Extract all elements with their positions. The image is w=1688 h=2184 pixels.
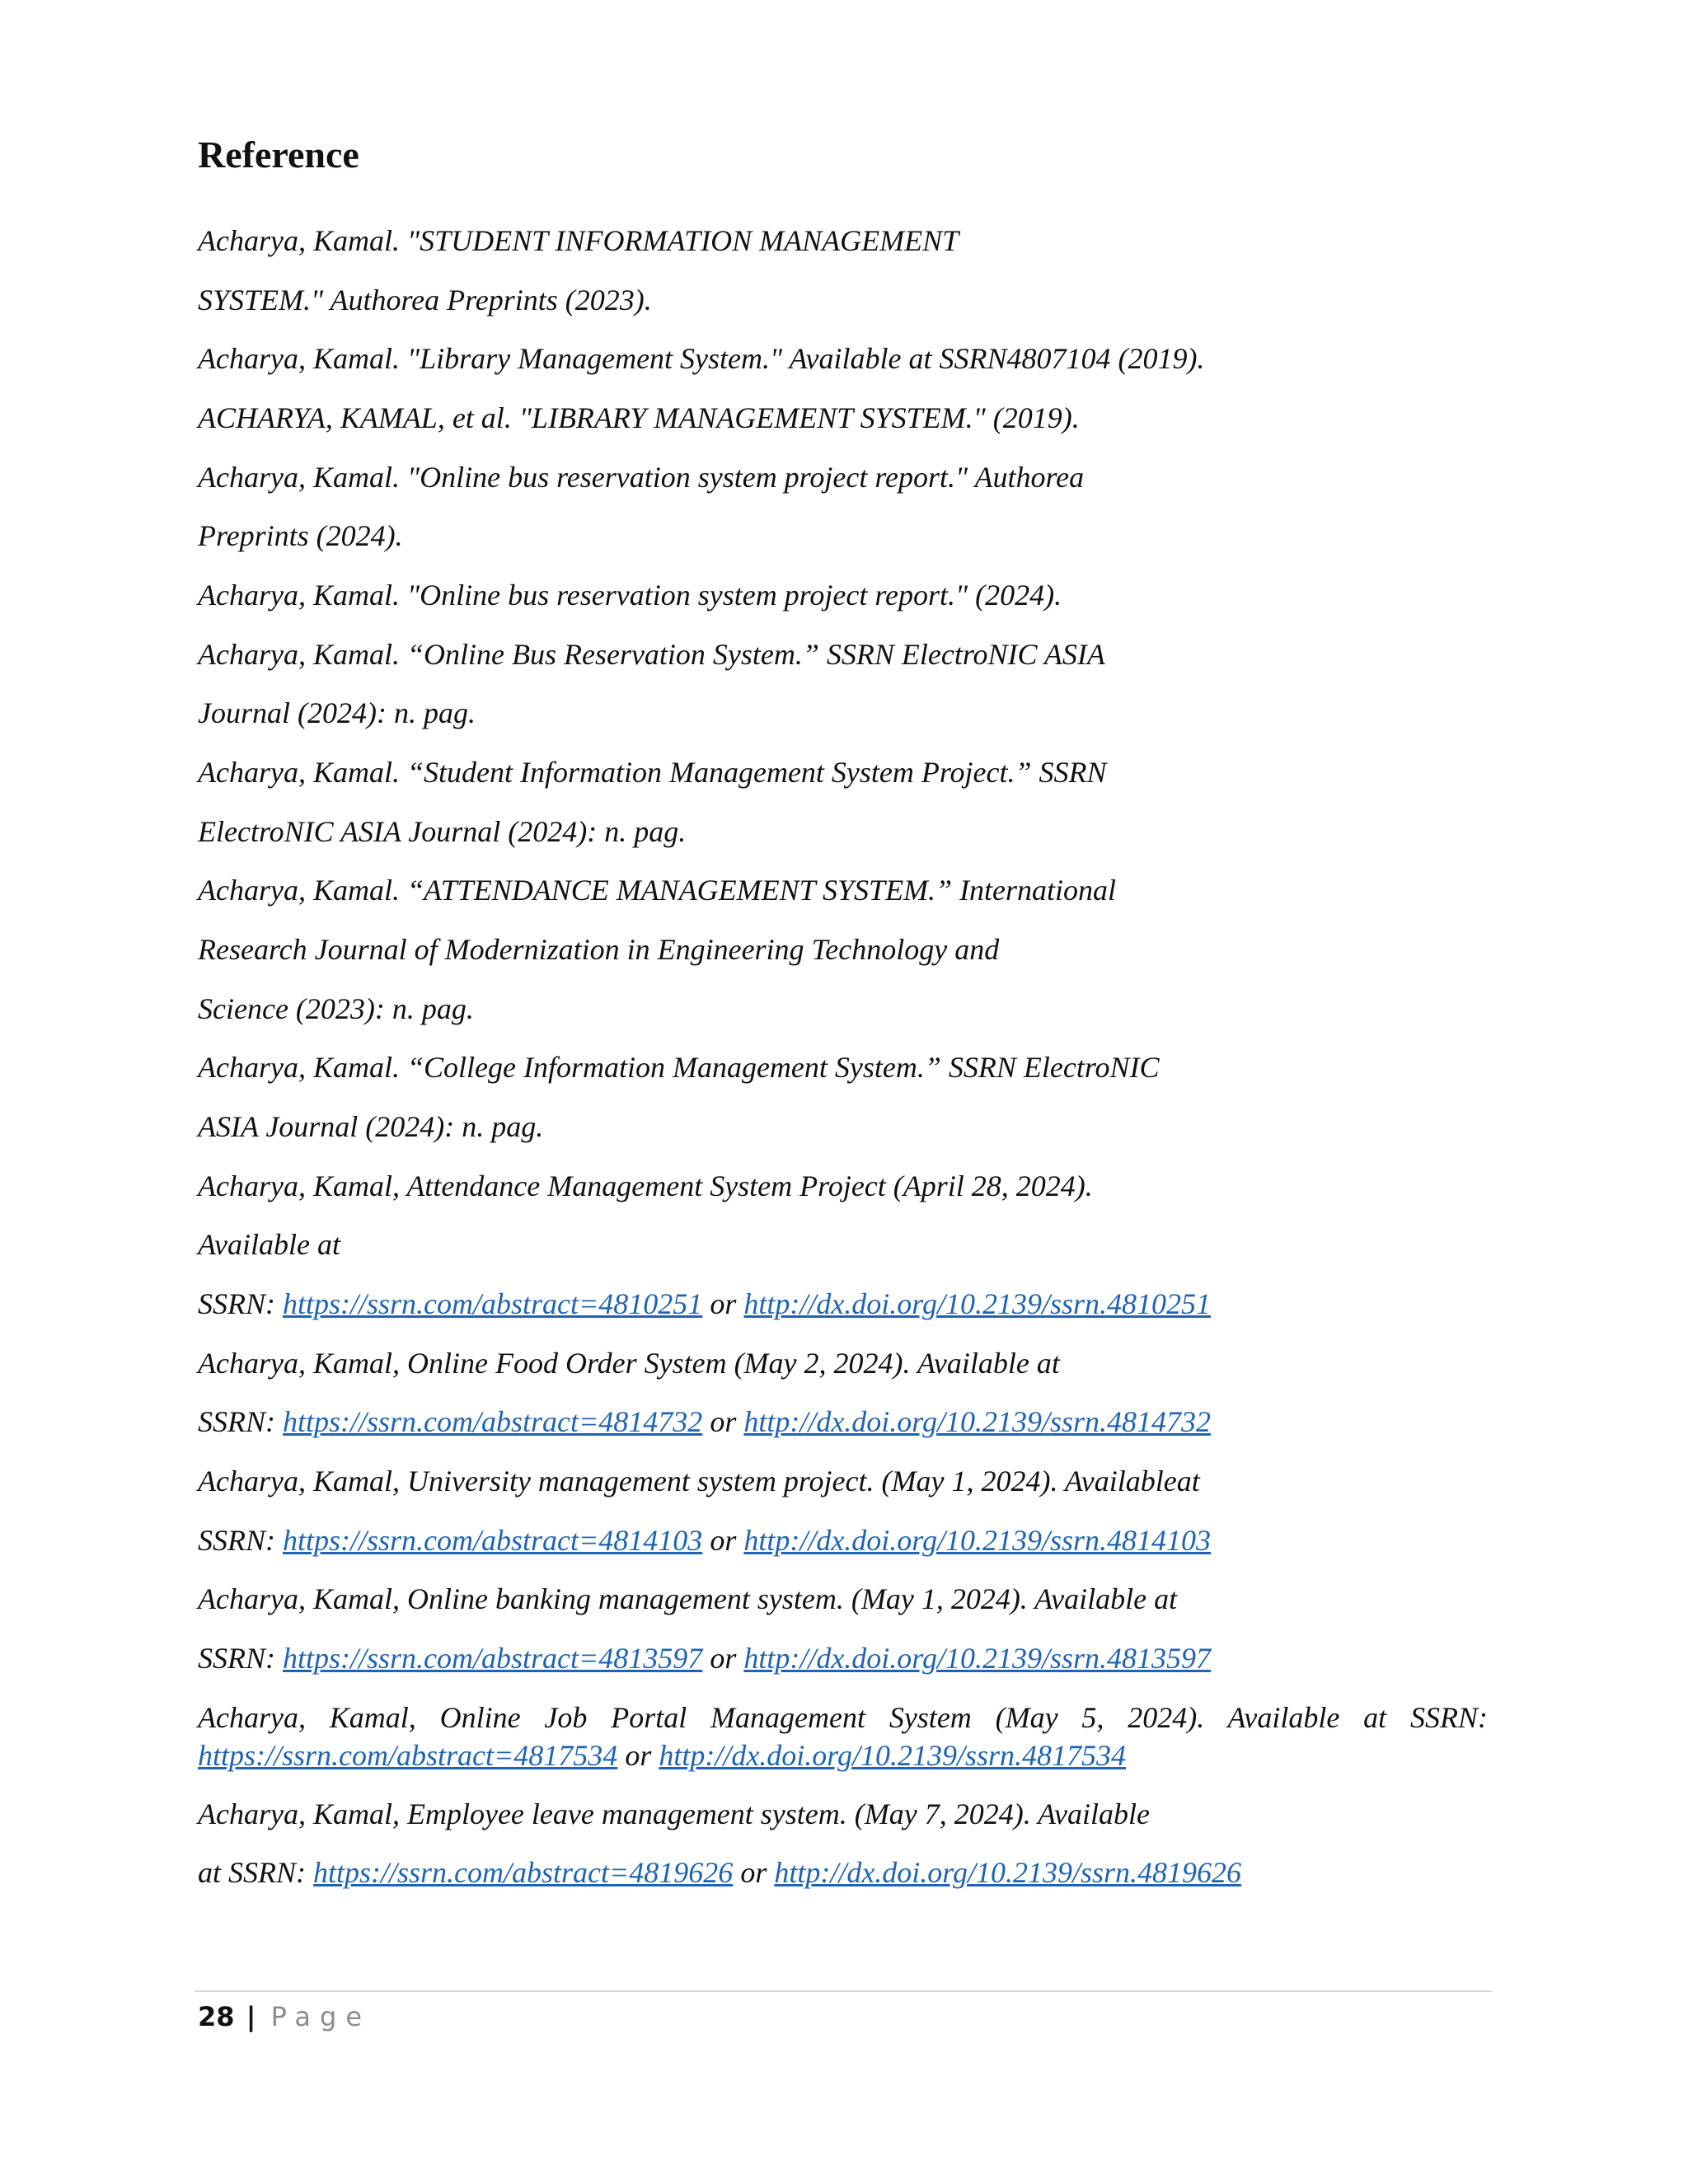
ssrn-prefix: SSRN: [198,1287,283,1320]
or-text: or [733,1856,775,1889]
page-footer [198,1999,371,2035]
or-text: or [702,1405,744,1438]
reference-line: ElectroNIC ASIA Journal (2024): n. pag. [198,815,687,848]
doi-link[interactable]: http://dx.doi.org/10.2139/ssrn.4810251 [743,1287,1212,1320]
ssrn-abstract-link[interactable]: https://ssrn.com/abstract=4814103 [283,1524,703,1557]
reference-line: Science (2023): n. pag. [198,992,474,1025]
page-title: Reference [198,134,359,176]
reference-line: Acharya, Kamal. "STUDENT INFORMATION MANAGEMENT [198,224,959,257]
reference-line: Available at [198,1228,340,1261]
reference-line: Acharya, Kamal, Employee leave management system. (May 7, 2024). Available [198,1797,1151,1830]
reference-line: Acharya, Kamal. “Student Information Management System Project.” SSRN [198,756,1107,789]
reference-line: Acharya, Kamal, Attendance Management System Project (April 28, 2024). [198,1169,1093,1202]
ssrn-prefix: SSRN: [198,1405,283,1438]
ssrn-link-line [198,1403,1488,1441]
footer-separator: | [246,2001,256,2032]
reference-line: SYSTEM." Authorea Preprints (2023). [198,284,652,316]
page-number: 28 [198,2001,235,2032]
ssrn-abstract-link[interactable]: https://ssrn.com/abstract=4813597 [283,1642,703,1675]
ssrn-link-line [198,1285,1488,1323]
reference-line: Acharya, Kamal. “College Information Management System.” SSRN ElectroNIC [198,1051,1160,1084]
ssrn-link-line [198,1521,1488,1559]
ssrn-link-line [198,1854,1488,1891]
or-text: or [617,1739,659,1772]
reference-line: Acharya, Kamal. "Online bus reservation system project report." Authorea [198,461,1085,494]
reference-line: Journal (2024): n. pag. [198,696,476,729]
reference-line: Acharya, Kamal. "Online bus reservation system project report." (2024). [198,579,1062,612]
ssrn-abstract-link[interactable]: https://ssrn.com/abstract=4814732 [283,1405,703,1438]
reference-line: Acharya, Kamal. “ATTENDANCE MANAGEMENT SYSTEM.” International [198,874,1117,907]
ssrn-abstract-link[interactable]: https://ssrn.com/abstract=4819626 [313,1856,734,1889]
reference-line: Research Journal of Modernization in Engineering Technology and [198,933,1000,966]
ssrn-link-line [198,1639,1488,1677]
reference-line: Acharya, Kamal, Online Food Order System (May 2, 2024). Available at [198,1347,1060,1380]
page-label: Page [270,2001,372,2032]
reference-line: Preprints (2024). [198,519,403,552]
doi-link[interactable]: http://dx.doi.org/10.2139/ssrn.4813597 [743,1642,1212,1675]
doi-link[interactable]: http://dx.doi.org/10.2139/ssrn.4817534 [659,1739,1127,1772]
doi-link[interactable]: http://dx.doi.org/10.2139/ssrn.4814732 [743,1405,1212,1438]
ssrn-prefix: at SSRN: [198,1856,313,1889]
reference-entry-job-portal [198,1699,1488,1774]
ssrn-abstract-link[interactable]: https://ssrn.com/abstract=4810251 [283,1287,703,1320]
reference-text: Acharya, Kamal, Online Job Portal Management System (May 5, 2024). Available at SSRN: [198,1701,1488,1734]
or-text: or [702,1642,744,1675]
ssrn-prefix: SSRN: [198,1524,283,1557]
doi-link[interactable]: http://dx.doi.org/10.2139/ssrn.4819626 [774,1856,1242,1889]
reference-line: Acharya, Kamal. "Library Management System." Available at SSRN4807104 (2019). [198,342,1205,375]
reference-line: ASIA Journal (2024): n. pag. [198,1110,544,1143]
footer-divider [195,1990,1492,1992]
or-text: or [702,1524,744,1557]
reference-line: Acharya, Kamal. “Online Bus Reservation System.” SSRN ElectroNIC ASIA [198,638,1105,671]
reference-line: Acharya, Kamal, Online banking management system. (May 1, 2024). Available at [198,1582,1178,1615]
or-text: or [702,1287,744,1320]
ssrn-prefix: SSRN: [198,1642,283,1675]
ssrn-abstract-link[interactable]: https://ssrn.com/abstract=4817534 [198,1739,618,1772]
doi-link[interactable]: http://dx.doi.org/10.2139/ssrn.4814103 [743,1524,1212,1557]
reference-line: ACHARYA, KAMAL, et al. "LIBRARY MANAGEMENT SYSTEM." (2019). [198,401,1080,434]
reference-line: Acharya, Kamal, University management system project. (May 1, 2024). Availableat [198,1465,1200,1497]
